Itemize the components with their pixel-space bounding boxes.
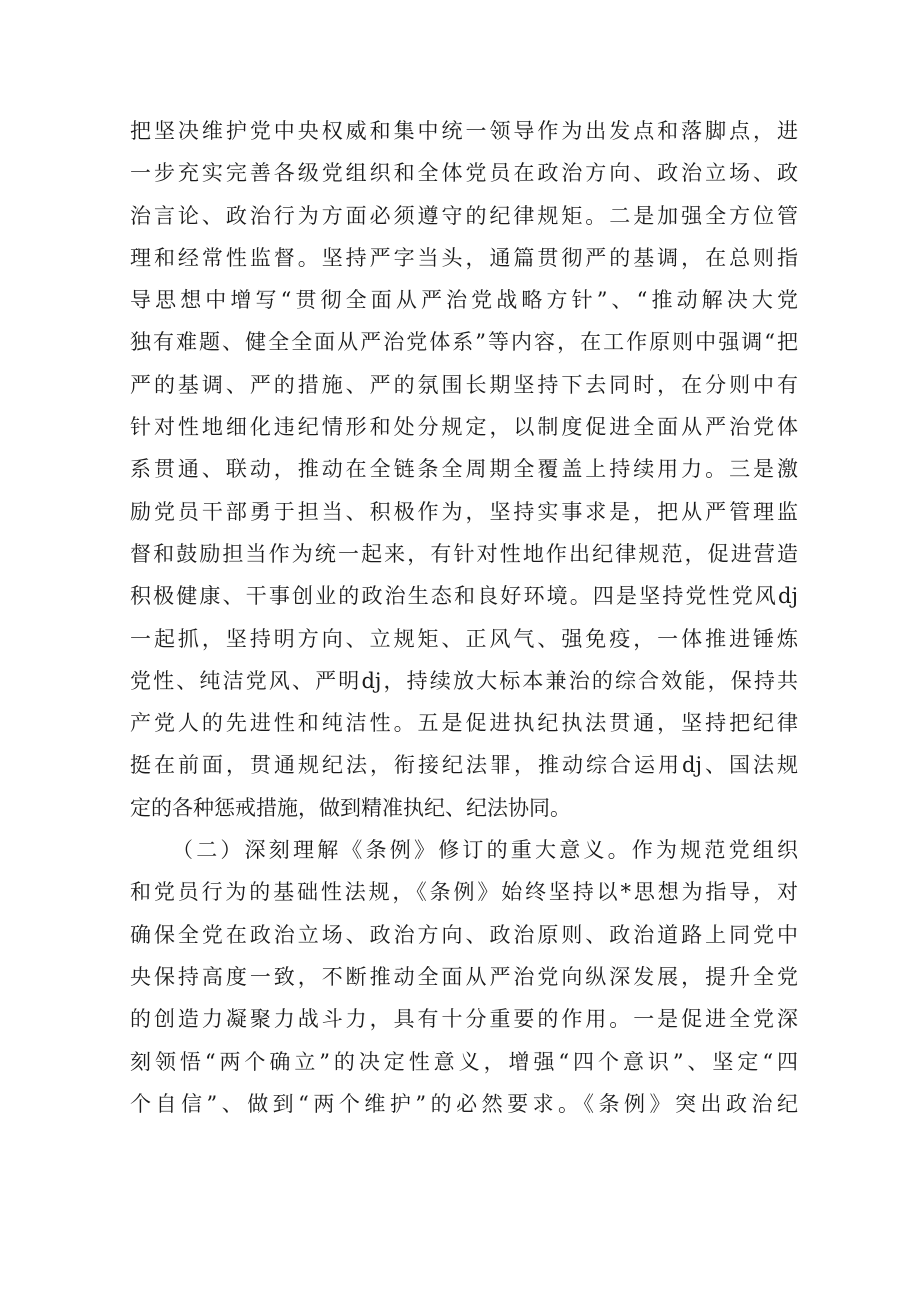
text-line: 一起抓，坚持明方向、立规矩、正风气、强免疫，一体推进锤炼	[130, 626, 798, 651]
text-line: 督和鼓励担当作为统一起来，有针对性地作出纪律规范，促进营造	[130, 541, 798, 566]
body-text	[130, 110, 798, 1125]
text-line: 挺在前面，贯通规纪法，衔接纪法罪，推动综合运用dj、国法规	[130, 753, 798, 778]
text-line: 一步充实完善各级党组织和全体党员在政治方向、政治立场、政	[130, 161, 798, 186]
text-line: 独有难题、健全全面从严治党体系”等内容，在工作原则中强调“把	[130, 330, 798, 355]
text-line: 的创造力凝聚力战斗力，具有十分重要的作用。一是促进全党深	[130, 1007, 798, 1032]
text-line: 把坚决维护党中央权威和集中统一领导作为出发点和落脚点，进	[130, 119, 798, 143]
text-line: 党性、纯洁党风、严明dj，持续放大标本兼治的综合效能，保持共	[130, 668, 798, 693]
section-heading-line: （二）深刻理解《条例》修订的重大意义。作为规范党组织	[172, 838, 798, 863]
text-line: 个自信”、做到“两个维护”的必然要求。《条例》突出政治纪	[130, 1091, 798, 1116]
text-line: 央保持高度一致，不断推动全面从严治党向纵深发展，提升全党	[130, 964, 798, 989]
text-line: 针对性地细化违纪情形和处分规定，以制度促进全面从严治党体	[130, 415, 798, 440]
text-line: 和党员行为的基础性法规，《条例》始终坚持以*思想为指导，对	[130, 880, 798, 905]
text-line: 治言论、政治行为方面必须遵守的纪律规矩。二是加强全方位管	[130, 203, 798, 228]
text-line: 定的各种惩戒措施，做到精准执纪、纪法协同。	[130, 795, 571, 820]
text-line: 积极健康、干事创业的政治生态和良好环境。四是坚持党性党风dj	[130, 584, 798, 609]
text-line: 产党人的先进性和纯洁性。五是促进执纪执法贯通，坚持把纪律	[130, 711, 798, 736]
text-line: 导思想中增写“贯彻全面从严治党战略方针”、“推动解决大党	[130, 288, 798, 313]
text-line: 系贯通、联动，推动在全链条全周期全覆盖上持续用力。三是激	[130, 457, 798, 482]
text-line: 励党员干部勇于担当、积极作为，坚持实事求是，把从严管理监	[130, 499, 798, 524]
text-line: 确保全党在政治立场、政治方向、政治原则、政治道路上同党中	[130, 922, 798, 947]
text-line: 理和经常性监督。坚持严字当头，通篇贯彻严的基调，在总则指	[130, 245, 798, 270]
text-line: 刻领悟“两个确立”的决定性意义，增强“四个意识”、坚定“四	[130, 1049, 798, 1074]
text-line: 严的基调、严的措施、严的氛围长期坚持下去同时，在分则中有	[130, 372, 798, 397]
